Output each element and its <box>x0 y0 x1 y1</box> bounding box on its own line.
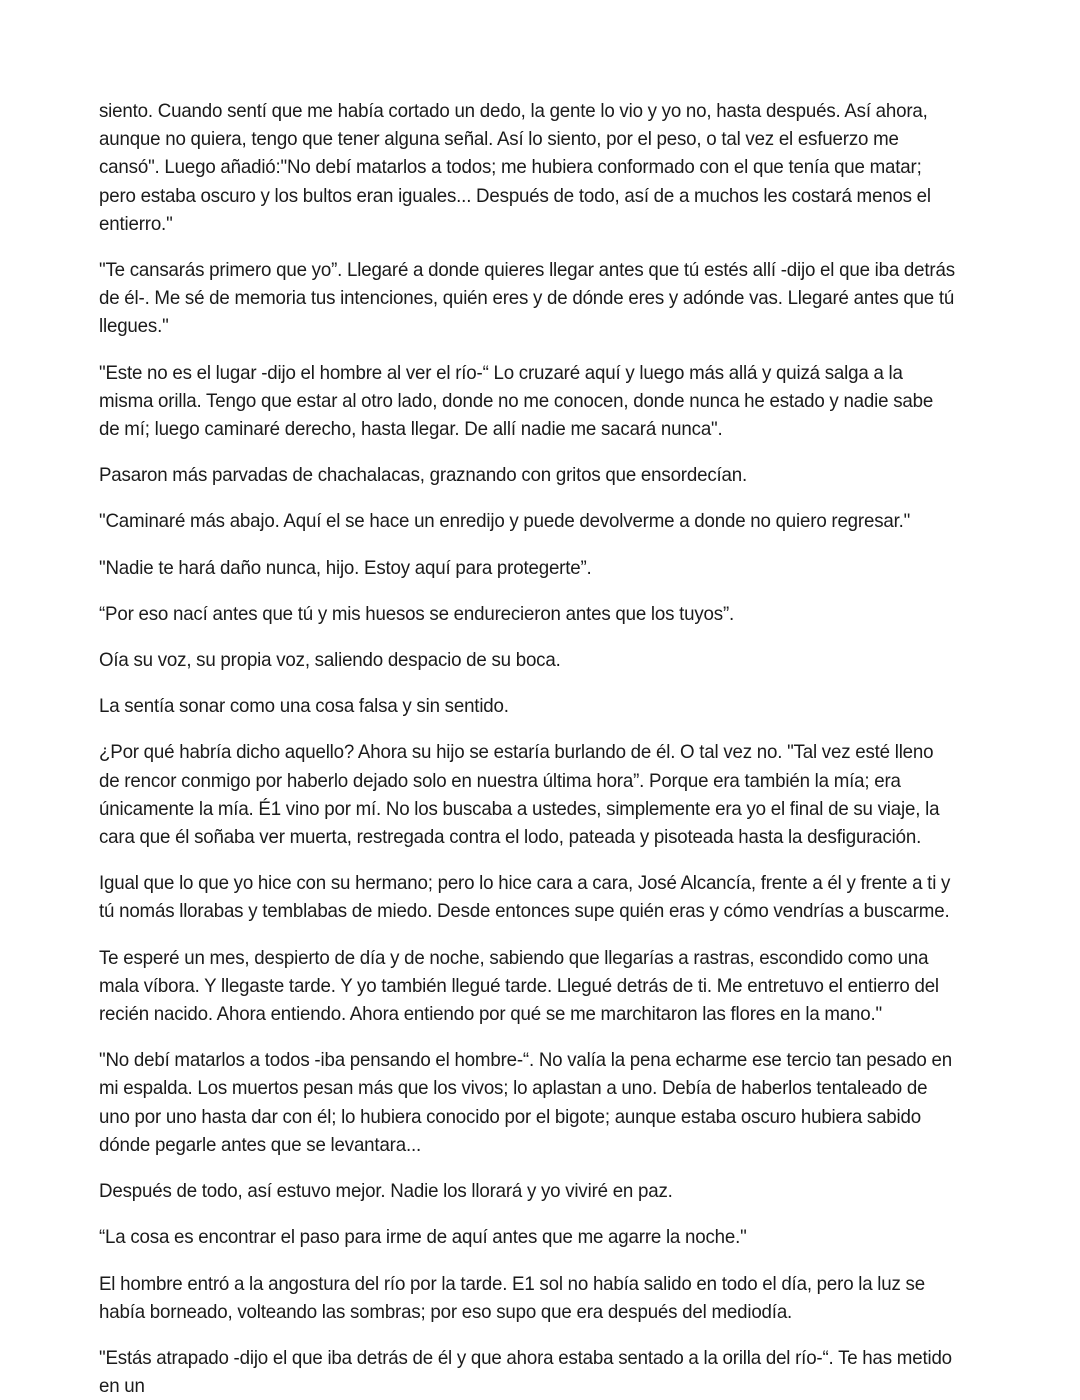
paragraph: La sentía sonar como una cosa falsa y sin sentido. <box>99 695 509 718</box>
paragraph: El hombre entró a la angostura del río por la tarde. E1 sol no había salido en todo el día, pero la luz se había borneado, volteando las sombras; por eso supo que era después del mediodía. <box>99 1272 925 1323</box>
paragraph: “La cosa es encontrar el paso para irme de aquí antes que me agarre la noche." <box>99 1226 747 1249</box>
paragraph: "Te cansarás primero que yo”. Llegaré a donde quieres llegar antes que tú estés allí -dijo el que iba detrás de él-. Me sé de memoria tus intenciones, quién eres y de dónde eres y adónde vas. Llegaré antes que tú llegues." <box>99 259 955 338</box>
paragraph: siento. Cuando sentí que me había cortado un dedo, la gente lo vio y yo no, hasta después. Así ahora, aunque no quiera, tengo que tener alguna señal. Así lo siento, por el peso, o tal vez el esfuerzo me cansó". Luego añadió:"No debí matarlos a todos; me hubiera conformado con el que tenía que matar; pero estaba oscuro y los bultos eran iguales... Después de todo, así de a muchos les costará menos el entierro." <box>99 100 931 235</box>
paragraph: "Caminaré más abajo. Aquí el se hace un enredijo y puede devolverme a donde no quiero regresar." <box>99 510 911 533</box>
paragraph: "Estás atrapado -dijo el que iba detrás de él y que ahora estaba sentado a la orilla del río-“. Te has metido en un <box>99 1346 952 1398</box>
paragraph: ¿Por qué habría dicho aquello? Ahora su hijo se estaría burlando de él. O tal vez no. "Tal vez esté lleno de rencor conmigo por haberlo dejado solo en nuestra última hora”. Porque era también la mía; era únicamente la mía. É1 vino por mí. No los buscaba a ustedes, simplemente era yo el final de su viaje, la cara que él soñaba ver muerta, restregada contra el lodo, pateada y pisoteada hasta la desfiguración. <box>99 741 940 849</box>
paragraph: "Nadie te hará daño nunca, hijo. Estoy aquí para protegerte”. <box>99 556 592 579</box>
paragraph: Pasaron más parvadas de chachalacas, graznando con gritos que ensordecían. <box>99 464 748 487</box>
paragraph: Oía su voz, su propia voz, saliendo despacio de su boca. <box>99 649 561 672</box>
paragraph: “Por eso nací antes que tú y mis huesos se endurecieron antes que los tuyos”. <box>99 602 735 625</box>
text-column <box>99 97 987 1400</box>
paragraph: "Este no es el lugar -dijo el hombre al ver el río-“ Lo cruzaré aquí y luego más allá y quizá salga a la misma orilla. Tengo que estar al otro lado, donde no me conocen, donde nunca he estado y nadie sabe de mí; luego caminaré derecho, hasta llegar. De allí nadie me sacará nunca". <box>99 361 934 441</box>
paragraph: Te esperé un mes, despierto de día y de noche, sabiendo que llegarías a rastras, escondido como una mala víbora. Y llegaste tarde. Y yo también llegué tarde. Llegué detrás de ti. Me entretuvo el entierro del recién nacido. Ahora entiendo. Ahora entiendo por qué se me marchitaron las flores en la mano." <box>99 946 939 1026</box>
paragraph: Después de todo, así estuvo mejor. Nadie los llorará y yo viviré en paz. <box>99 1180 673 1203</box>
paragraph: "No debí matarlos a todos -iba pensando el hombre-“. No valía la pena echarme ese tercio tan pesado en mi espalda. Los muertos pesan más que los vivos; lo aplastan a uno. Debía de haberlos tentaleado de uno por uno hasta dar con él; lo hubiera conocido por el bigote; aunque estaba oscuro hubiera sabido dónde pegarle antes que se levantara... <box>99 1049 952 1156</box>
paragraph: Igual que lo que yo hice con su hermano; pero lo hice cara a cara, José Alcancía, frente a él y frente a ti y tú nomás llorabas y temblabas de miedo. Desde entonces supe quién eras y cómo vendrías a buscarme. <box>99 872 951 923</box>
